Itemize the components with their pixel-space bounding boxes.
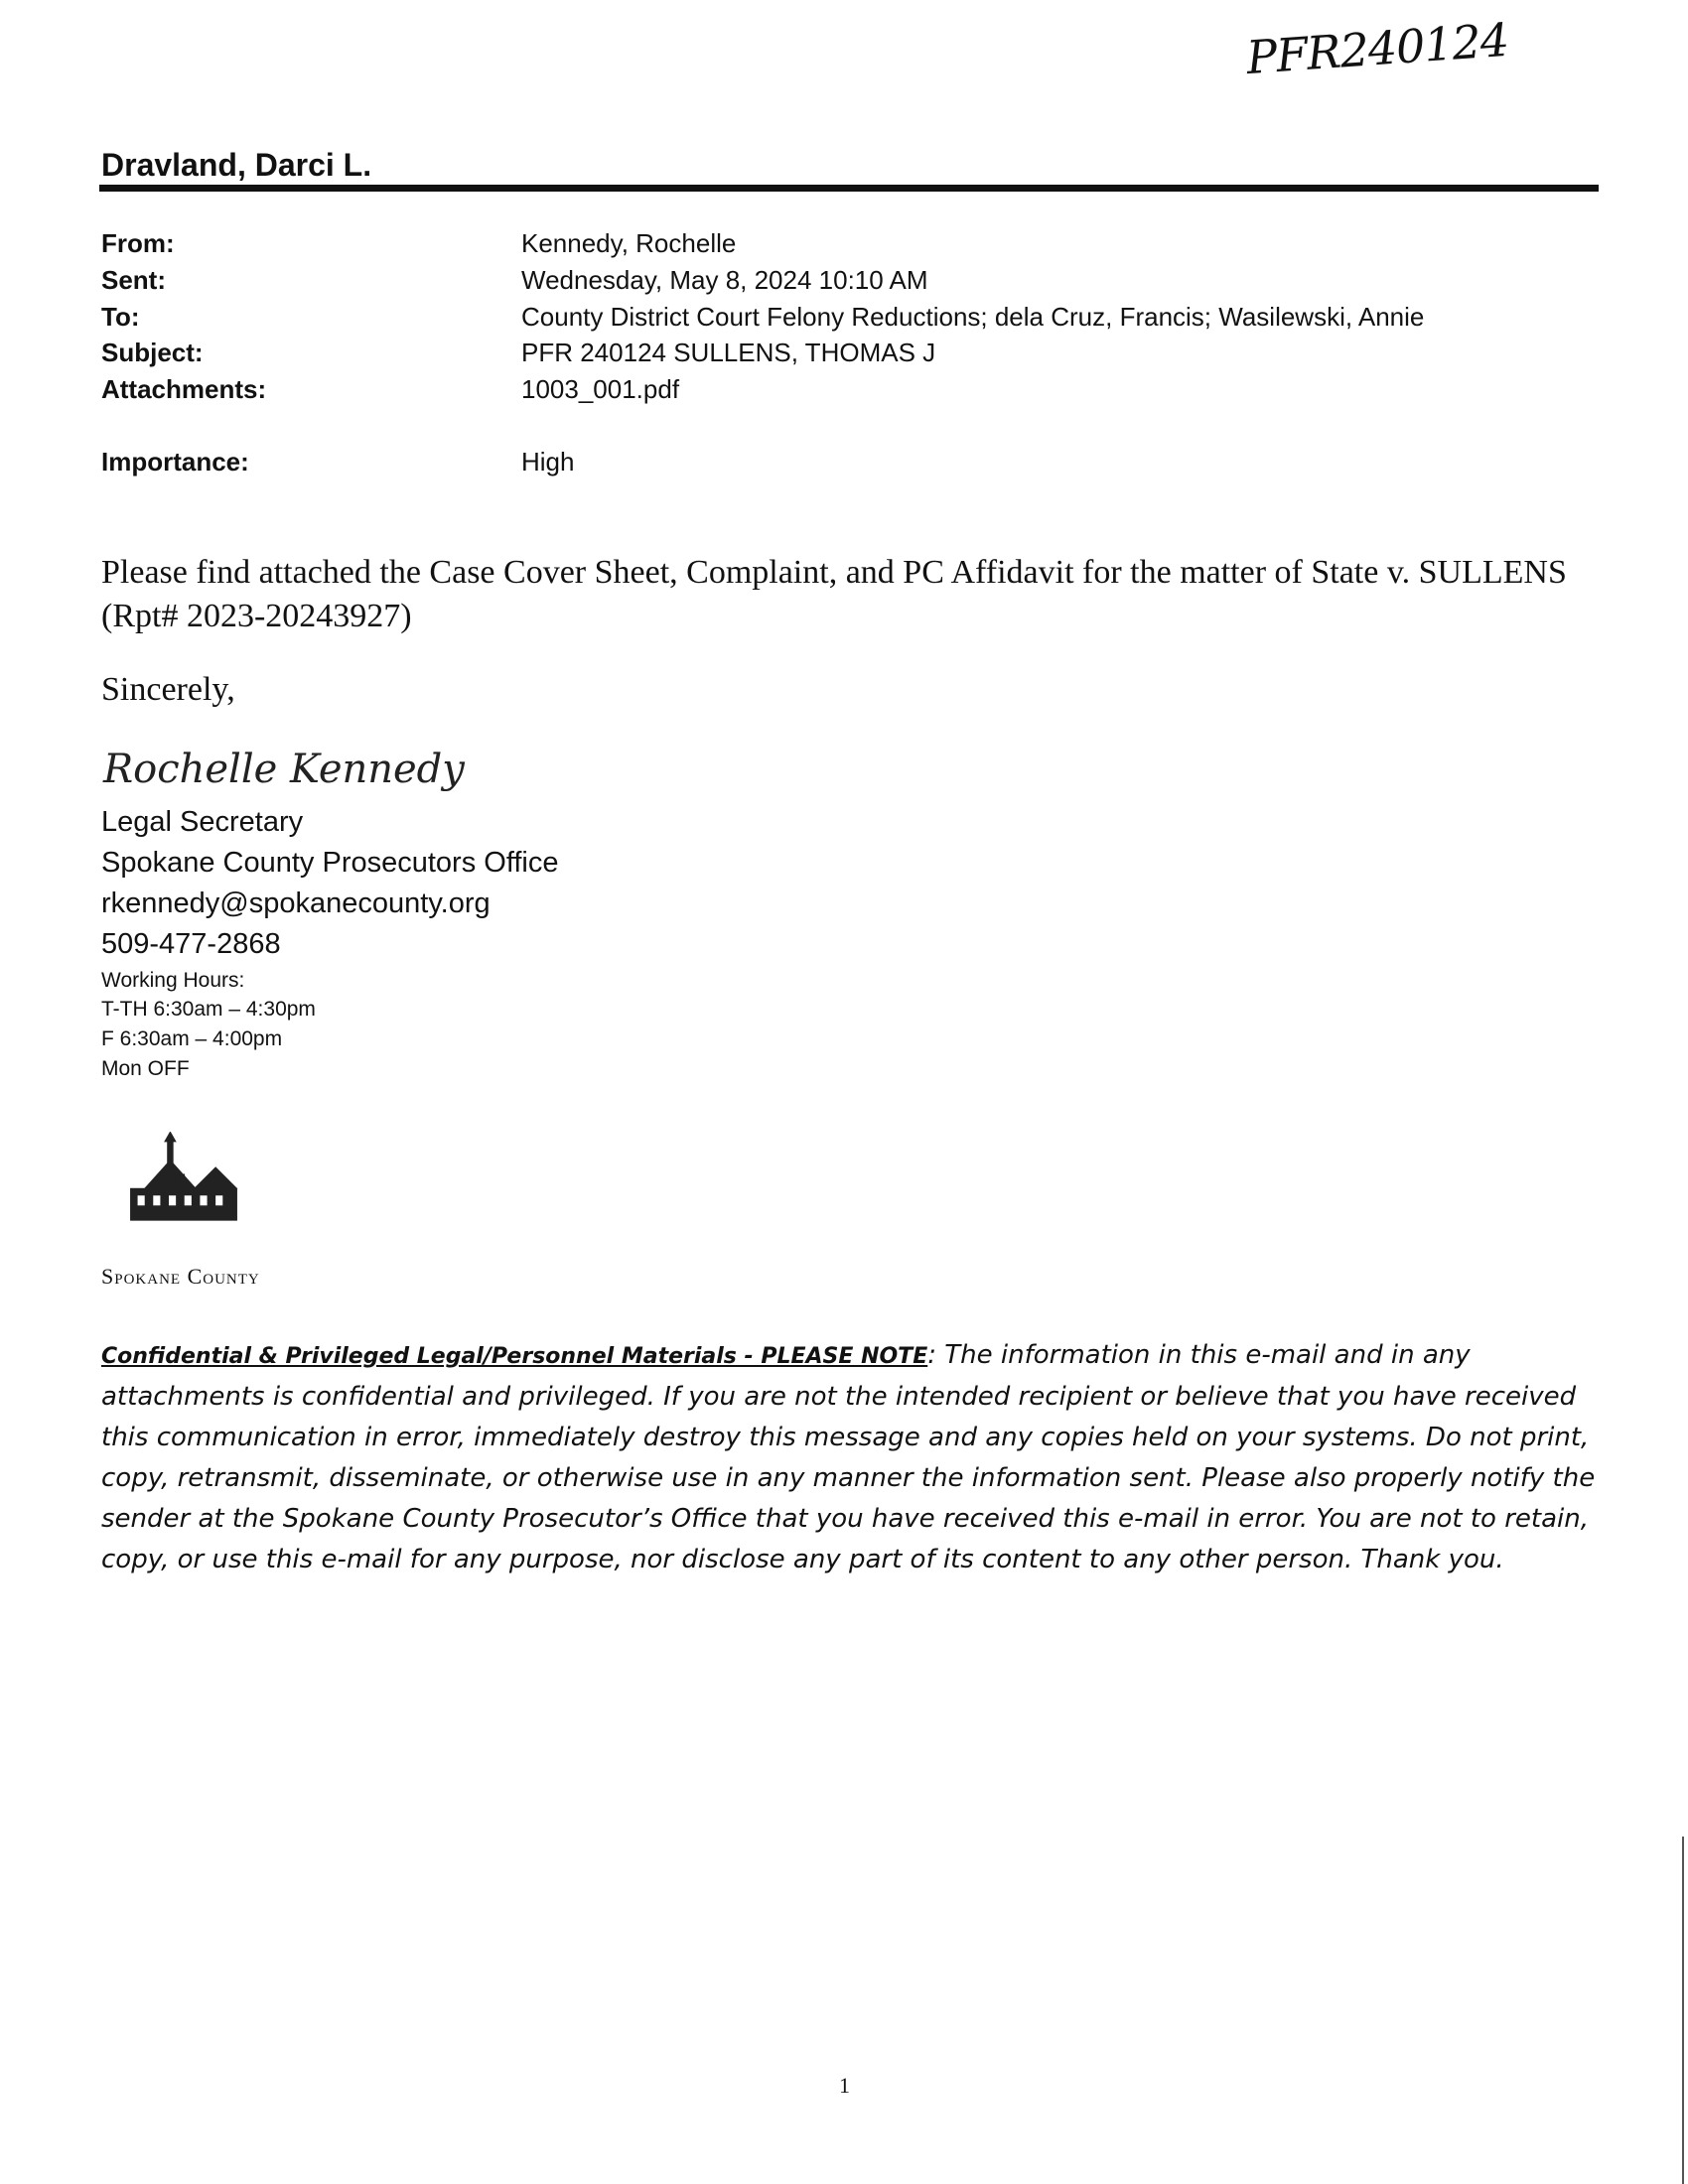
county-logo-caption: Spokane County	[101, 1264, 260, 1289]
header-divider	[99, 185, 1599, 192]
from-value: Kennedy, Rochelle	[521, 228, 737, 258]
signature-name: Rochelle Kennedy	[103, 747, 465, 792]
importance-label: Importance:	[101, 447, 249, 477]
scan-edge-line	[1682, 1837, 1684, 2184]
confidentiality-notice-text: The information in this e-mail and in any attachments is confidential and privileged. If you are not the intended recipient or believe that you have received this communication in error, immediately destroy this message and any copies held on your systems. Do not print, copy, retransmit, disseminate, or otherwise use in any manner the information sent. Please also properly notify the sender at the Spokane County Prosecutor’s Office that you have received this e-mail in error. You are not to retain, copy, or use this e-mail for any purpose, nor disclose any part of its content to any other person. Thank you.	[101, 1340, 1596, 1574]
to-label: To:	[101, 302, 140, 332]
working-hours-tue-thu: T-TH 6:30am – 4:30pm	[101, 998, 316, 1021]
subject-label: Subject:	[101, 338, 204, 367]
confidentiality-notice: Confidential & Privileged Legal/Personnel Materials - PLEASE NOTE: The information in this e-mail and in any attachments is confidential and privileged. If you are not the intended recipient or believe that you have received this communication in error, immediately destroy this message and any copies held on your systems. Do not print, copy, retransmit, disseminate, or otherwise use in any manner the information sent. Please also properly notify the sender at the Spokane County Prosecutor’s Office that you have received this e-mail in error. You are not to retain, copy, or use this e-mail for any purpose, nor disclose any part of its content to any other person. Thank you.	[101, 1340, 1596, 1574]
mailbox-owner-name: Dravland, Darci L.	[101, 147, 372, 183]
from-label: From:	[101, 228, 175, 258]
working-hours-label: Working Hours:	[101, 969, 245, 992]
working-hours-fri: F 6:30am – 4:00pm	[101, 1027, 283, 1050]
sent-value: Wednesday, May 8, 2024 10:10 AM	[521, 265, 928, 295]
signature-title: Legal Secretary	[101, 806, 304, 838]
attachment-link[interactable]: 1003_001.pdf	[521, 374, 680, 404]
attachments-label: Attachments:	[101, 374, 267, 404]
working-hours-mon: Mon OFF	[101, 1057, 190, 1080]
page-number: 1	[839, 2073, 850, 2098]
signature-phone: 509-477-2868	[101, 928, 281, 960]
spokane-county-courthouse-logo-icon	[99, 1132, 268, 1231]
handwritten-reference-number: PFR240124	[1244, 12, 1510, 85]
confidentiality-notice-label: Confidential & Privileged Legal/Personnel Materials - PLEASE NOTE	[101, 1344, 928, 1369]
sent-label: Sent:	[101, 265, 166, 295]
to-value: County District Court Felony Reductions; dela Cruz, Francis; Wasilewski, Annie	[521, 302, 1425, 332]
subject-value: PFR 240124 SULLENS, THOMAS J	[521, 338, 936, 367]
signature-email-link[interactable]: rkennedy@spokanecounty.org	[101, 887, 491, 919]
message-closing: Sincerely,	[101, 671, 235, 708]
importance-value: High	[521, 447, 575, 477]
signature-office: Spokane County Prosecutors Office	[101, 847, 559, 879]
message-body: Please find attached the Case Cover Sheet, Complaint, and PC Affidavit for the matter of State v. SULLENS (Rpt# 2023-20243927)	[101, 554, 1567, 634]
